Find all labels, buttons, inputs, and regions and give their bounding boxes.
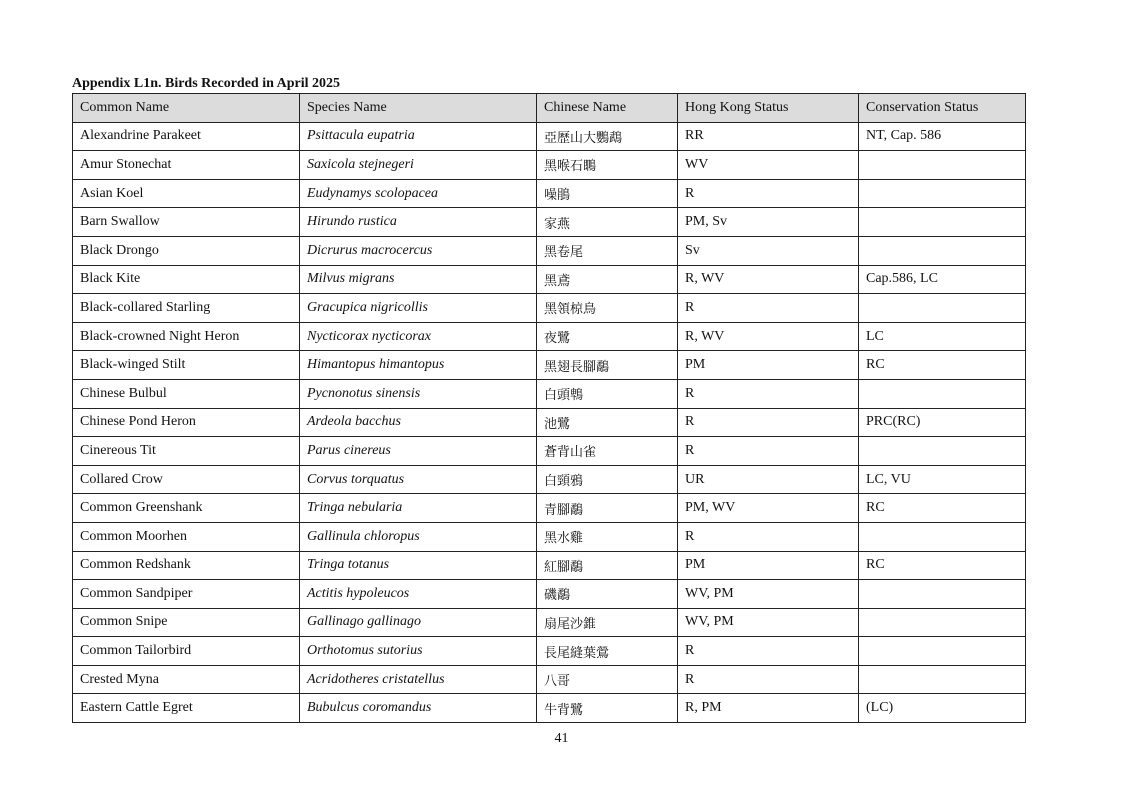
species-name-cell: Actitis hypoleucos [300,580,537,609]
table-row [73,265,1026,294]
chinese-name-cell: 噪鵑 [537,179,678,208]
chinese-name-cell: 黑水雞 [537,522,678,551]
chinese-name-cell: 八哥 [537,665,678,694]
conservation-status-cell [859,294,1026,323]
hong-kong-status-cell: R [678,637,859,666]
species-name-cell: Bubulcus coromandus [300,694,537,723]
common-name-cell: Crested Myna [73,665,300,694]
conservation-status-cell: RC [859,494,1026,523]
species-name-cell: Saxicola stejnegeri [300,151,537,180]
common-name-cell: Black-collared Starling [73,294,300,323]
hong-kong-status-cell: R [678,294,859,323]
chinese-name-cell: 磯鷸 [537,580,678,609]
hong-kong-status-cell: Sv [678,236,859,265]
common-name-cell: Chinese Pond Heron [73,408,300,437]
species-name-cell: Eudynamys scolopacea [300,179,537,208]
header-conservation-status: Conservation Status [859,94,1026,123]
hong-kong-status-cell: R [678,408,859,437]
chinese-name-cell: 白頭鵯 [537,379,678,408]
conservation-status-cell [859,379,1026,408]
conservation-status-cell [859,437,1026,466]
chinese-name-cell: 黑鳶 [537,265,678,294]
conservation-status-cell: LC, VU [859,465,1026,494]
chinese-name-cell: 黑卷尾 [537,236,678,265]
conservation-status-cell [859,637,1026,666]
species-name-cell: Tringa nebularia [300,494,537,523]
conservation-status-cell: RC [859,351,1026,380]
species-name-cell: Gallinago gallinago [300,608,537,637]
table-row [73,379,1026,408]
common-name-cell: Black Drongo [73,236,300,265]
common-name-cell: Black-crowned Night Heron [73,322,300,351]
hong-kong-status-cell: R, PM [678,694,859,723]
common-name-cell: Asian Koel [73,179,300,208]
hong-kong-status-cell: PM [678,551,859,580]
common-name-cell: Black-winged Stilt [73,351,300,380]
common-name-cell: Eastern Cattle Egret [73,694,300,723]
species-name-cell: Psittacula eupatria [300,122,537,151]
table-row [73,494,1026,523]
chinese-name-cell: 池鷺 [537,408,678,437]
species-name-cell: Milvus migrans [300,265,537,294]
species-name-cell: Ardeola bacchus [300,408,537,437]
conservation-status-cell: (LC) [859,694,1026,723]
species-name-cell: Tringa totanus [300,551,537,580]
conservation-status-cell: Cap.586, LC [859,265,1026,294]
table-row [73,608,1026,637]
table-row [73,151,1026,180]
chinese-name-cell: 長尾縫葉鶯 [537,637,678,666]
hong-kong-status-cell: WV, PM [678,580,859,609]
table-row [73,179,1026,208]
table-row [73,294,1026,323]
birds-table [72,93,1026,723]
chinese-name-cell: 黑領椋鳥 [537,294,678,323]
conservation-status-cell [859,580,1026,609]
species-name-cell: Himantopus himantopus [300,351,537,380]
table-row [73,236,1026,265]
conservation-status-cell [859,665,1026,694]
hong-kong-status-cell: WV [678,151,859,180]
chinese-name-cell: 夜鷺 [537,322,678,351]
conservation-status-cell: RC [859,551,1026,580]
species-name-cell: Gracupica nigricollis [300,294,537,323]
table-row [73,122,1026,151]
table-row [73,465,1026,494]
header-species-name: Species Name [300,94,537,123]
hong-kong-status-cell: PM, WV [678,494,859,523]
chinese-name-cell: 青腳鷸 [537,494,678,523]
conservation-status-cell [859,179,1026,208]
hong-kong-status-cell: RR [678,122,859,151]
common-name-cell: Common Greenshank [73,494,300,523]
table-row [73,408,1026,437]
species-name-cell: Pycnonotus sinensis [300,379,537,408]
common-name-cell: Common Snipe [73,608,300,637]
species-name-cell: Parus cinereus [300,437,537,466]
hong-kong-status-cell: R [678,179,859,208]
common-name-cell: Amur Stonechat [73,151,300,180]
table-row [73,351,1026,380]
conservation-status-cell: NT, Cap. 586 [859,122,1026,151]
common-name-cell: Barn Swallow [73,208,300,237]
table-row [73,437,1026,466]
hong-kong-status-cell: WV, PM [678,608,859,637]
species-name-cell: Orthotomus sutorius [300,637,537,666]
chinese-name-cell: 牛背鷺 [537,694,678,723]
table-row [73,322,1026,351]
common-name-cell: Black Kite [73,265,300,294]
conservation-status-cell: PRC(RC) [859,408,1026,437]
chinese-name-cell: 蒼背山雀 [537,437,678,466]
common-name-cell: Alexandrine Parakeet [73,122,300,151]
common-name-cell: Collared Crow [73,465,300,494]
header-common-name: Common Name [73,94,300,123]
hong-kong-status-cell: R, WV [678,322,859,351]
species-name-cell: Dicrurus macrocercus [300,236,537,265]
hong-kong-status-cell: R, WV [678,265,859,294]
page-number: 41 [554,731,569,746]
header-chinese-name: Chinese Name [537,94,678,123]
table-row [73,665,1026,694]
species-name-cell: Gallinula chloropus [300,522,537,551]
table-row [73,694,1026,723]
common-name-cell: Common Moorhen [73,522,300,551]
species-name-cell: Nycticorax nycticorax [300,322,537,351]
common-name-cell: Common Tailorbird [73,637,300,666]
hong-kong-status-cell: UR [678,465,859,494]
conservation-status-cell [859,151,1026,180]
common-name-cell: Cinereous Tit [73,437,300,466]
conservation-status-cell [859,236,1026,265]
conservation-status-cell: LC [859,322,1026,351]
hong-kong-status-cell: R [678,665,859,694]
common-name-cell: Chinese Bulbul [73,379,300,408]
chinese-name-cell: 白頸鴉 [537,465,678,494]
table-header-row [73,94,1026,123]
hong-kong-status-cell: R [678,437,859,466]
common-name-cell: Common Redshank [73,551,300,580]
hong-kong-status-cell: R [678,522,859,551]
conservation-status-cell [859,522,1026,551]
header-hong-kong-status: Hong Kong Status [678,94,859,123]
table-row [73,208,1026,237]
chinese-name-cell: 紅腳鷸 [537,551,678,580]
table-row [73,551,1026,580]
species-name-cell: Acridotheres cristatellus [300,665,537,694]
page-title: Appendix L1n. Birds Recorded in April 2025 [72,76,340,91]
hong-kong-status-cell: PM [678,351,859,380]
conservation-status-cell [859,208,1026,237]
table-body [73,122,1026,722]
chinese-name-cell: 黑翅長腳鷸 [537,351,678,380]
conservation-status-cell [859,608,1026,637]
chinese-name-cell: 家燕 [537,208,678,237]
chinese-name-cell: 亞歷山大鸚鵡 [537,122,678,151]
table-row [73,637,1026,666]
table-row [73,522,1026,551]
common-name-cell: Common Sandpiper [73,580,300,609]
species-name-cell: Hirundo rustica [300,208,537,237]
hong-kong-status-cell: R [678,379,859,408]
chinese-name-cell: 扇尾沙錐 [537,608,678,637]
table-row [73,580,1026,609]
chinese-name-cell: 黑喉石䳭 [537,151,678,180]
hong-kong-status-cell: PM, Sv [678,208,859,237]
species-name-cell: Corvus torquatus [300,465,537,494]
